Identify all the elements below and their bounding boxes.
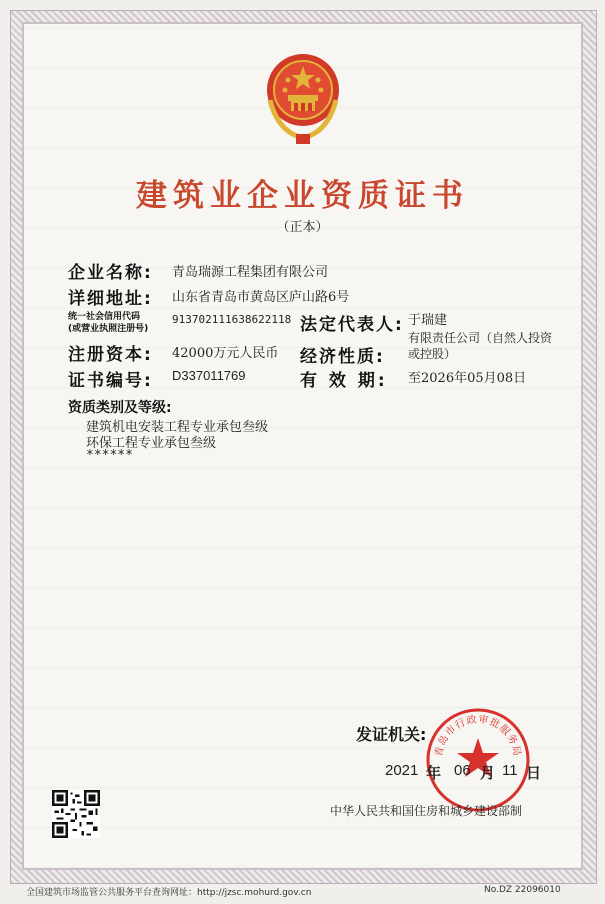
- issue-day-unit: 日: [526, 765, 542, 782]
- company-value: 青岛瑞源工程集团有限公司: [172, 265, 329, 280]
- official-seal-icon: [425, 707, 531, 813]
- credit-code-label-line1: 统一社会信用代码: [68, 312, 141, 322]
- credit-code-label: [68, 311, 148, 335]
- issue-month: 06: [454, 762, 471, 779]
- footer-query-url: 全国建筑市场监管公共服务平台查询网址：http://jzsc.mohurd.gov.cn: [26, 888, 312, 898]
- issue-year-unit: 年: [426, 765, 442, 782]
- issuer-label: 发证机关:: [356, 725, 427, 744]
- validity-label: 有 效 期:: [300, 371, 388, 391]
- issue-month-unit: 月: [480, 765, 496, 782]
- company-label: 企业名称:: [68, 263, 153, 283]
- national-emblem-icon: [258, 50, 348, 146]
- issue-year: 2021: [385, 762, 419, 779]
- qr-code-icon: [52, 790, 100, 838]
- issuing-ministry: 中华人民共和国住房和城乡建设部制: [330, 804, 523, 818]
- footer-serial-number: No.DZ 22096010: [484, 885, 561, 895]
- cert-number-label: 证书编号:: [68, 371, 153, 391]
- certificate-title: 建筑业企业资质证书: [136, 178, 469, 214]
- qualification-label: 资质类别及等级:: [68, 400, 172, 416]
- cert-number-value: D337011769: [172, 368, 246, 383]
- address-value: 山东省青岛市黄岛区庐山路6号: [172, 290, 350, 305]
- credit-code-label-line2: (或营业执照注册号): [68, 324, 149, 334]
- address-label: 详细地址:: [68, 289, 153, 309]
- capital-value: 42000万元人民币: [172, 346, 279, 361]
- qualification-line: 环保工程专业承包叁级: [86, 436, 217, 451]
- validity-value: 至2026年05月08日: [408, 371, 527, 386]
- econ-nature-value-line2: 或控股）: [408, 347, 457, 361]
- capital-label: 注册资本:: [68, 345, 153, 365]
- seal-text: 青岛市行政审批服务局: [433, 714, 523, 758]
- econ-nature-label: 经济性质:: [300, 347, 385, 367]
- econ-nature-value-line1: 有限责任公司（自然人投资: [408, 331, 553, 345]
- legal-rep-value: 于瑞建: [408, 313, 448, 328]
- qualification-line: 建筑机电安装工程专业承包叁级: [86, 420, 269, 435]
- qualification-line: ******: [86, 448, 133, 463]
- issue-day: 11: [502, 762, 518, 779]
- certificate-subtitle: （正本）: [276, 220, 329, 235]
- legal-rep-label: 法定代表人:: [300, 315, 404, 335]
- credit-code-value: 913702111638622118: [172, 313, 292, 326]
